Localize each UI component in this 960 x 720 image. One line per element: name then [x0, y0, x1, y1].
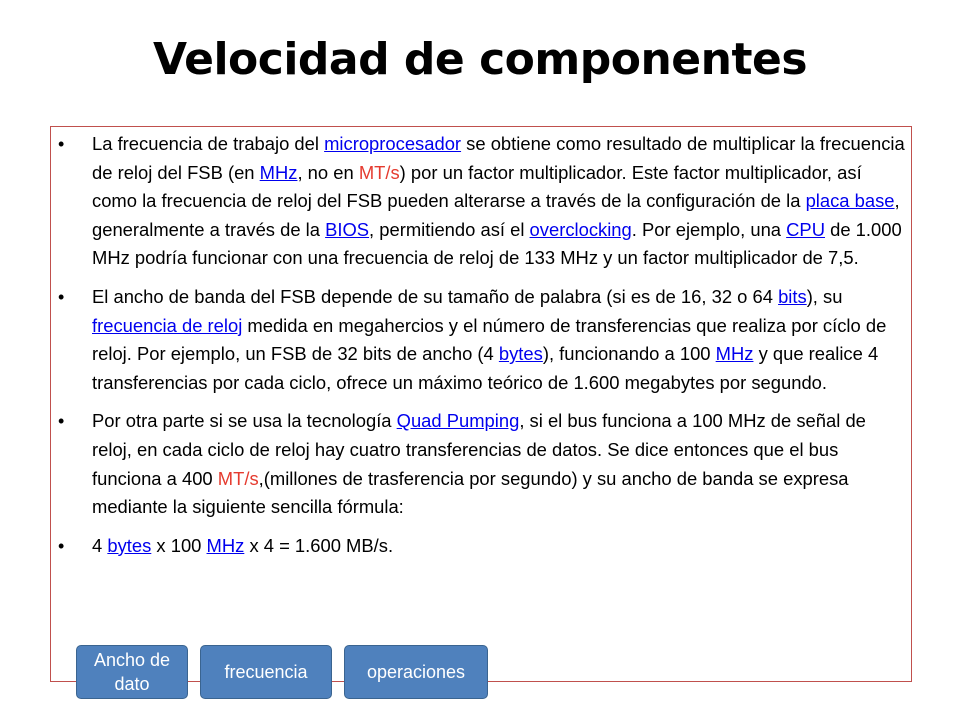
link-mhz[interactable]: MHz	[715, 343, 754, 365]
text-segment: x 100	[151, 534, 207, 556]
link-overclocking[interactable]: overclocking	[529, 218, 632, 240]
highlight-mts: MT/s	[358, 161, 400, 183]
link-quad-pumping[interactable]: Quad Pumping	[396, 410, 520, 432]
text-segment: El ancho de banda del FSB depende de su tamaño de palabra (si es de 16, 32 o 64	[92, 285, 779, 307]
link-cpu[interactable]: CPU	[786, 218, 825, 240]
link-mhz[interactable]: MHz	[206, 534, 245, 556]
text-segment: 4	[92, 534, 108, 556]
highlight-mts: MT/s	[217, 467, 259, 489]
ancho-de-dato-button[interactable]	[76, 645, 188, 699]
operaciones-button[interactable]	[344, 645, 488, 699]
text-segment: , permitiendo así el	[369, 218, 530, 240]
text-segment: ,(millones de trasferencia por segundo) y su ancho de banda se expresa mediante la siguiente sencilla fórmula:	[92, 467, 849, 518]
text-segment: y que realice 4 transferencias por cada ciclo, ofrece un máximo teórico de 1.600 megabytes por segundo.	[92, 343, 879, 393]
text-segment: x 4 = 1.600 MB/s.	[244, 534, 394, 556]
link-bytes[interactable]: bytes	[498, 343, 543, 365]
ancho-de-dato-label: Ancho de dato	[93, 650, 171, 694]
frecuencia-label: frecuencia	[224, 662, 308, 682]
text-segment: . Por ejemplo, una	[631, 218, 787, 240]
text-segment: se obtiene como resultado de multiplicar la frecuencia de reloj del FSB (en	[92, 133, 905, 183]
text-segment: ), funcionando a 100	[542, 343, 716, 365]
bullet-item	[58, 283, 906, 397]
page-title: Velocidad de componentes	[152, 34, 808, 85]
link-bytes[interactable]: bytes	[107, 534, 152, 556]
bullet-item	[58, 407, 906, 521]
link-bits[interactable]: bits	[778, 285, 807, 307]
bullet-list	[58, 130, 906, 570]
link-microprocesador[interactable]: microprocesador	[324, 133, 462, 154]
link-frecuencia-de-reloj[interactable]: frecuencia de reloj	[92, 314, 243, 336]
text-segment: , no en	[297, 161, 359, 183]
text-segment: La frecuencia de trabajo del	[92, 133, 325, 154]
text-segment: medida en megahercios y el número de transferencias que realiza por cíclo de reloj. Por ejemplo, un FSB de 32 bits de ancho (4	[92, 314, 887, 365]
text-segment: de 1.000 MHz podría funcionar con una frecuencia de reloj de 133 MHz y un factor multiplicador de 7,5.	[92, 218, 902, 269]
text-segment: , si el bus funciona a 100 MHz de señal de reloj, en cada ciclo de reloj hay cuatro transferencias de datos. Se dice entonces que el bus funciona a 400	[92, 410, 866, 489]
text-segment: , generalmente a través de la	[92, 190, 900, 240]
bullet-item	[58, 130, 906, 273]
text-segment: Por otra parte si se usa la tecnología	[92, 410, 397, 432]
operaciones-label: operaciones	[366, 662, 466, 682]
link-mhz[interactable]: MHz	[259, 161, 298, 183]
link-placa-base[interactable]: placa base	[805, 190, 895, 212]
link-bios[interactable]: BIOS	[325, 218, 370, 240]
text-segment: ), su	[806, 285, 843, 307]
frecuencia-button[interactable]	[200, 645, 332, 699]
text-segment: ) por un factor multiplicador. Este factor multiplicador, así como la frecuencia de reloj del FSB pueden alterarse a través de la configuración de la	[92, 161, 862, 212]
bullet-item	[58, 532, 906, 561]
